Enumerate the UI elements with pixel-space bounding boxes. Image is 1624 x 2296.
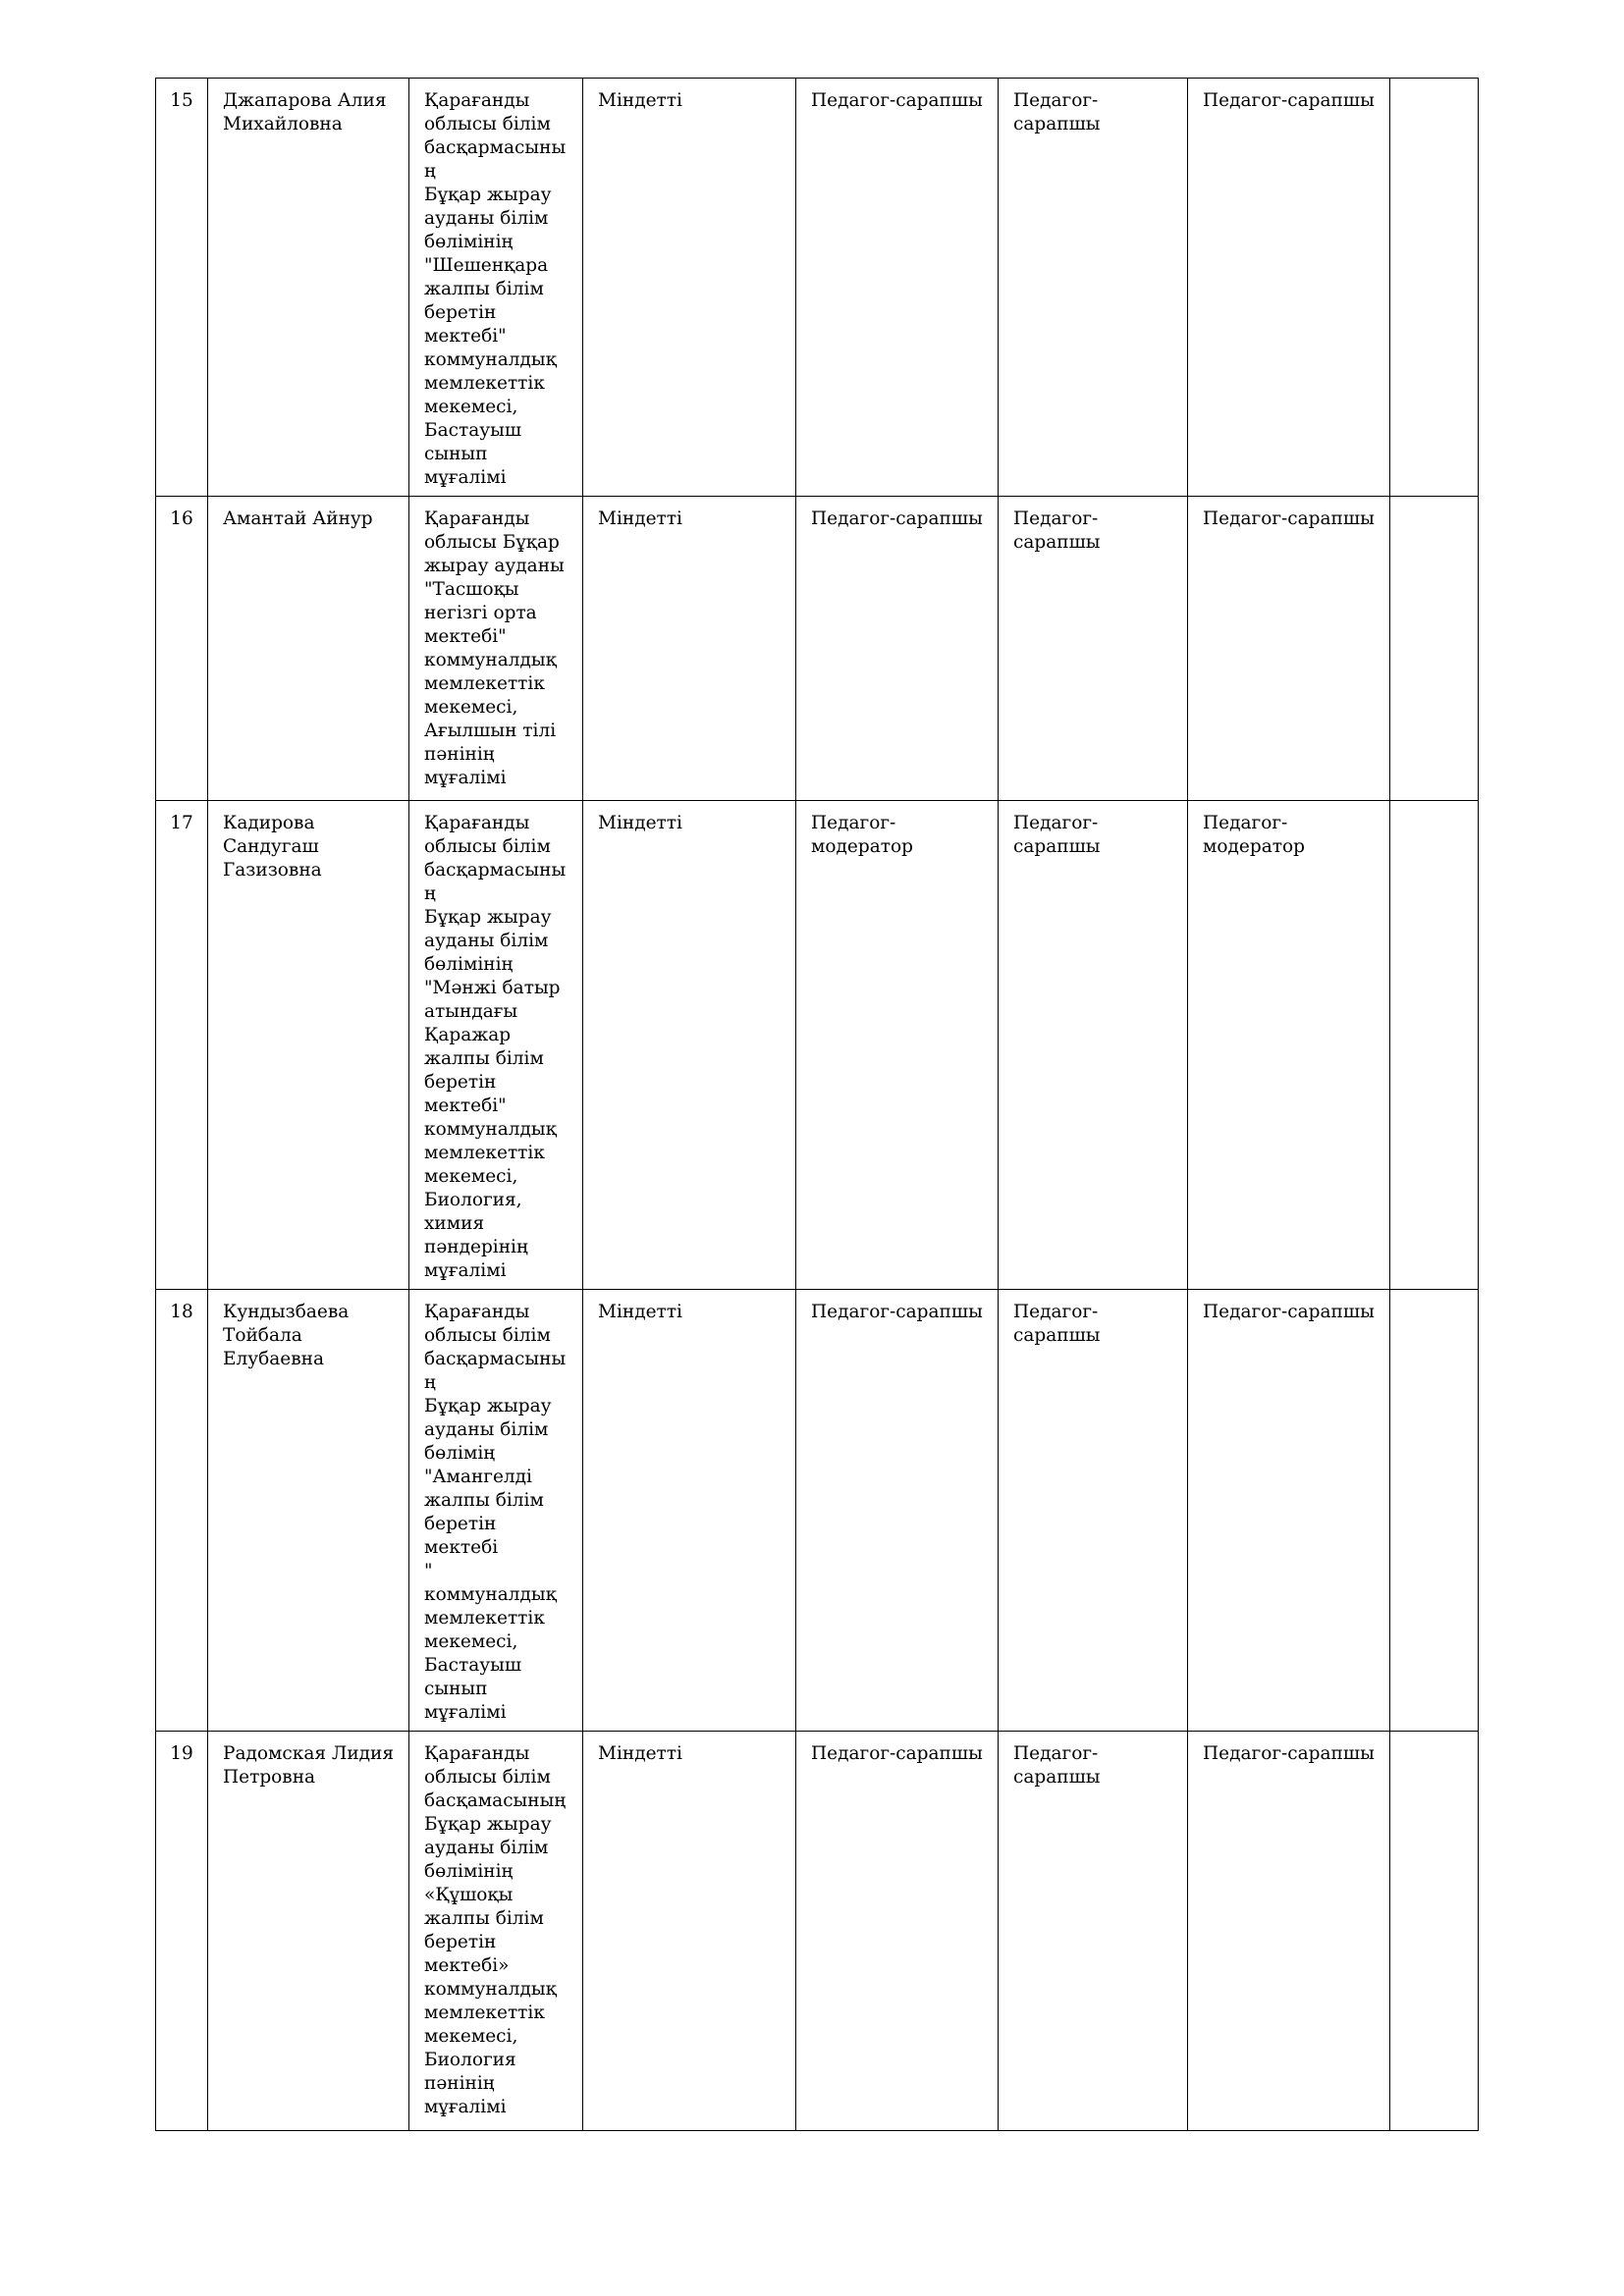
organization-position: Қарағанды облысы Бұқар жырау ауданы "Тасшоқы негізгі орта мектебі" коммуналдық мемлекеттік мекемесі, Ағылшын тілі пәнінің мұғалімі [409, 497, 583, 801]
table-row [156, 801, 1479, 1290]
category-current: Педагог-сарапшы [796, 1732, 999, 2131]
organization-position: Қарағанды облысы білім басқармасының Бұқар жырау ауданы білім бөлімің "Амангелді жалпы білім беретін мектебі " коммуналдық мемлекеттік мекемесі, Бастауыш сынып мұғалімі [409, 1290, 583, 1732]
teacher-name: Амантай Айнур [208, 497, 409, 801]
table-row [156, 497, 1479, 801]
note-cell [1390, 1290, 1479, 1732]
organization-position: Қарағанды облысы білім басқармасының Бұқар жырау ауданы білім бөлімінің "Шешенқара жалпы білім беретін мектебі" коммуналдық мемлекеттік мекемесі, Бастауыш сынып мұғалімі [409, 79, 583, 497]
row-number: 15 [156, 79, 208, 497]
row-number: 19 [156, 1732, 208, 2131]
category-decision: Педагог-сарапшы [1188, 1290, 1390, 1732]
attestation-status: Міндетті [583, 801, 796, 1290]
attestation-status: Міндетті [583, 497, 796, 801]
note-cell [1390, 801, 1479, 1290]
category-current: Педагог-сарапшы [796, 79, 999, 497]
table-row [156, 1732, 1479, 2131]
attestation-status: Міндетті [583, 79, 796, 497]
teacher-name: Кадирова Сандугаш Газизовна [208, 801, 409, 1290]
note-cell [1390, 79, 1479, 497]
category-decision: Педагог-сарапшы [1188, 79, 1390, 497]
organization-position: Қарағанды облысы білім басқамасының Бұқар жырау ауданы білім бөлімінің «Құшоқы жалпы білім беретін мектебі» коммуналдық мемлекеттік мекемесі, Биология пәнінің мұғалімі [409, 1732, 583, 2131]
category-current: Педагог-модератор [796, 801, 999, 1290]
category-decision: Педагог-сарапшы [1188, 497, 1390, 801]
note-cell [1390, 1732, 1479, 2131]
teacher-name: Кундызбаева Тойбала Елубаевна [208, 1290, 409, 1732]
row-number: 18 [156, 1290, 208, 1732]
category-requested: Педагог-сарапшы [999, 801, 1188, 1290]
category-requested: Педагог-сарапшы [999, 497, 1188, 801]
category-decision: Педагог-модератор [1188, 801, 1390, 1290]
category-requested: Педагог-сарапшы [999, 1732, 1188, 2131]
category-requested: Педагог-сарапшы [999, 79, 1188, 497]
category-requested: Педагог-сарапшы [999, 1290, 1188, 1732]
organization-position: Қарағанды облысы білім басқармасының Бұқар жырау ауданы білім бөлімінің "Мәнжі батыр атындағы Қаражар жалпы білім беретін мектебі" коммуналдық мемлекеттік мекемесі, Биология, химия пәндерінің мұғалімі [409, 801, 583, 1290]
table-row [156, 1290, 1479, 1732]
category-current: Педагог-сарапшы [796, 497, 999, 801]
category-current: Педагог-сарапшы [796, 1290, 999, 1732]
teacher-name: Джапарова Алия Михайловна [208, 79, 409, 497]
teacher-name: Радомская Лидия Петровна [208, 1732, 409, 2131]
note-cell [1390, 497, 1479, 801]
attestation-status: Міндетті [583, 1732, 796, 2131]
table-row [156, 79, 1479, 497]
row-number: 17 [156, 801, 208, 1290]
teachers-table [155, 78, 1479, 2131]
attestation-status: Міндетті [583, 1290, 796, 1732]
row-number: 16 [156, 497, 208, 801]
category-decision: Педагог-сарапшы [1188, 1732, 1390, 2131]
